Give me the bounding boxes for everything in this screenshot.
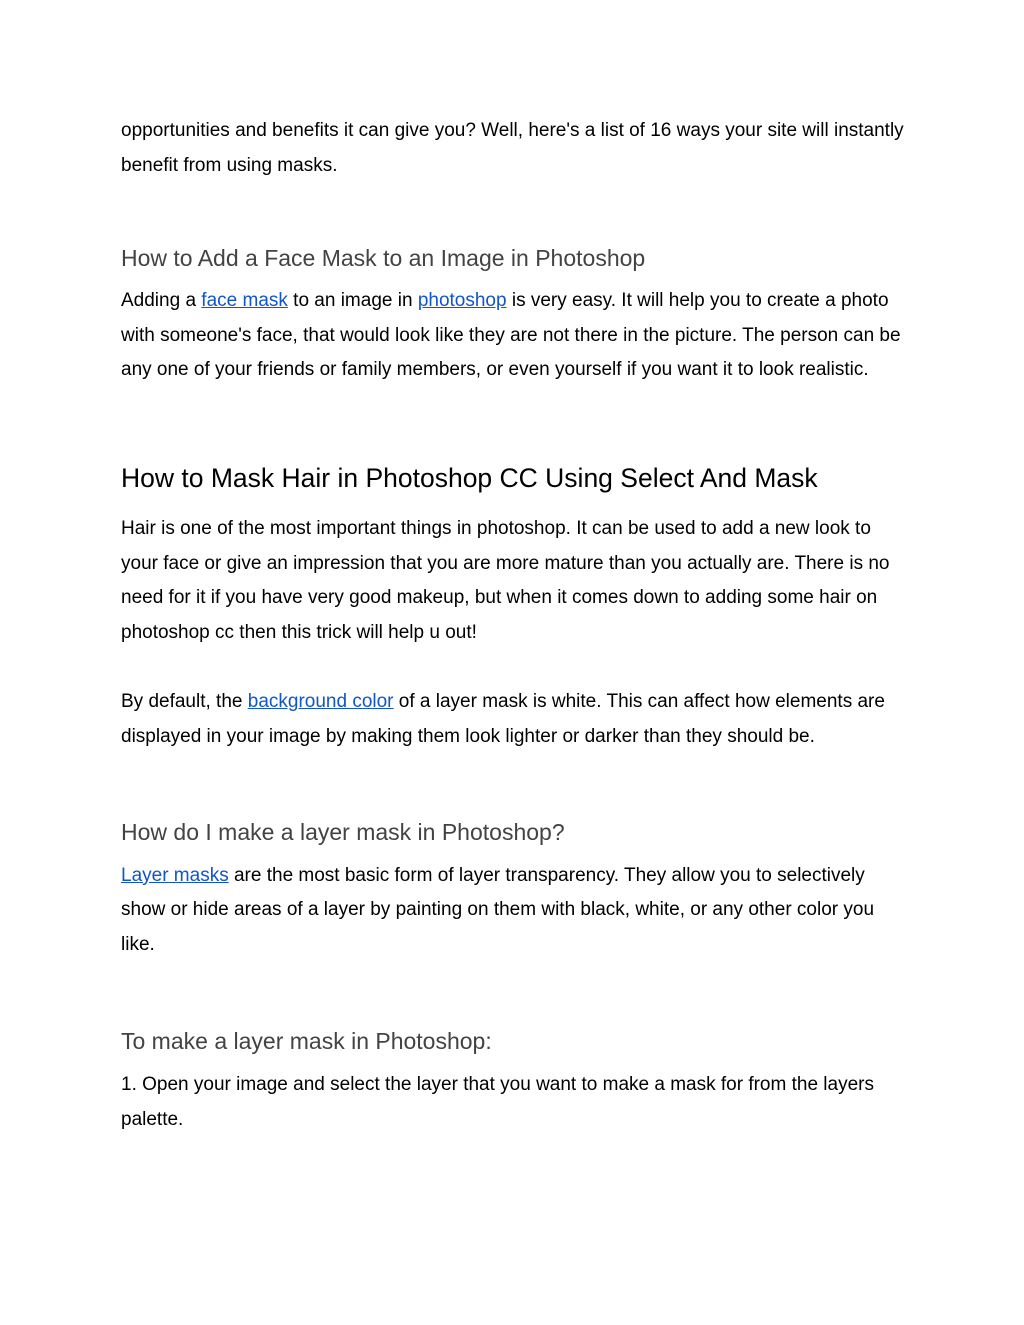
background-color-text-1: By default, the: [121, 691, 248, 713]
intro-paragraph: opportunities and benefits it can give you? Well, here's a list of 16 ways your site will instantly benefit from using masks.: [121, 120, 904, 176]
document-page: [121, 114, 911, 1138]
layer-mask-paragraph: [121, 859, 911, 963]
face-mask-paragraph: [121, 284, 911, 388]
step-1-paragraph: 1. Open your image and select the layer that you want to make a mask for from the layers palette.: [121, 1074, 874, 1130]
face-mask-link[interactable]: face mask: [201, 290, 288, 312]
face-mask-text-1: Adding a: [121, 290, 202, 312]
background-color-text-2: of a layer mask is white. This can affect how elements are displayed in your image by making them look lighter or darker than they should be.: [121, 691, 885, 747]
layer-mask-question-heading: How do I make a layer mask in Photoshop?: [121, 818, 565, 845]
make-layer-mask-heading: To make a layer mask in Photoshop:: [121, 1028, 492, 1055]
background-color-paragraph: [121, 685, 911, 754]
face-mask-text-2: to an image in: [287, 290, 418, 312]
layer-masks-link[interactable]: Layer masks: [121, 864, 229, 886]
photoshop-link[interactable]: photoshop: [417, 290, 507, 312]
mask-hair-paragraph: Hair is one of the most important things in photoshop. It can be used to add a new look to your face or give an impression that you are more mature than you actually are. There is no need for it if you have very good makeup, but when it comes down to adding some hair on photoshop cc then this trick will help u out!: [121, 517, 890, 643]
layer-mask-text: are the most basic form of layer transparency. They allow you to selectively show or hide areas of a layer by painting on them with black, white, or any other color you like.: [121, 864, 875, 955]
mask-hair-heading: How to Mask Hair in Photoshop CC Using Select And Mask: [121, 462, 818, 493]
face-mask-text-3: is very easy. It will help you to create a photo with someone's face, that would look like they are not there in the picture. The person can be any one of your friends or family members, or even yourself if you want it to look realistic.: [121, 290, 901, 381]
background-color-link[interactable]: background color: [247, 691, 394, 713]
face-mask-heading: How to Add a Face Mask to an Image in Photoshop: [121, 245, 646, 272]
